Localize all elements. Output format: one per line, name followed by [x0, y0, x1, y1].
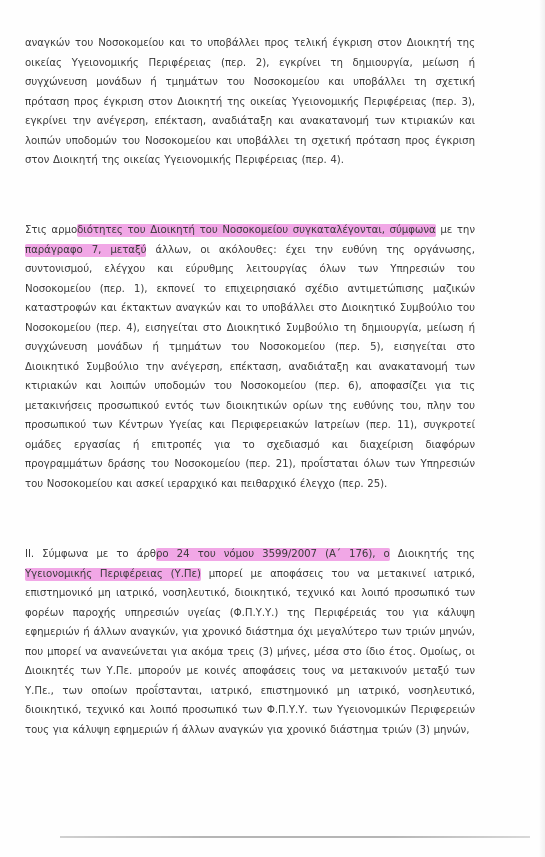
paragraph-2-text: με την — [435, 225, 475, 236]
highlight-mark: παράγραφο 7, μεταξύ — [25, 244, 147, 256]
bottom-rule — [60, 836, 530, 838]
highlight-mark: ρο 24 του νόμου 3599/2007 (Α΄ 176), ο — [155, 549, 390, 560]
paragraph-3-lead: ΙΙ. Σύμφωνα με το άρθ — [25, 549, 156, 560]
paragraph-3-text: Διοικητής της — [389, 549, 475, 560]
page-edge-shadow — [539, 0, 545, 857]
highlight-mark: διότητες του Διοικητή του Νοσοκομείου συγκαταλέγονται, σύμφωνα — [77, 225, 436, 236]
paragraph-2 — [25, 221, 475, 494]
paragraph-1: αναγκών του Νοσοκομείου και το υποβάλλει προς τελική έγκριση στον Διοικητή της οικείας Υγειονομικής Περιφέρειας (περ. 2), εγκρίνει τη δημιουργία, μείωση ή συγχώνευση μονάδων ή τμημάτων του Νοσοκομείου και υποβάλλει τη σχετική πρόταση προς έγκριση στον Διοικητή της οικείας Υγειονομικής Περιφέρειας (περ. 3), εγκρίνει την ανέγερση, επέκταση, αναδιάταξη και ανακατανομή των κτιριακών και λοιπών υποδομών του Νοσοκομείου και υποβάλλει τη σχετική πρόταση προς έγκριση στον Διοικητή της οικείας Υγειονομικής Περιφέρειας (περ. 4). — [25, 38, 475, 166]
paragraph-2-lead: Στις αρμο — [25, 225, 78, 236]
paragraph-3-text: μπορεί με αποφάσεις του να μετακινεί ιατρικό, επιστημονικό μη ιατρικό, νοσηλευτικό, διοικητικό, τεχνικό και λοιπό προσωπικό των φορέων παροχής υπηρεσιών υγείας (Φ.Π.Υ.Υ.) της Περιφέρειάς του για κάλυψη εφημεριών ή άλλων αναγκών, για χρονικό διάστημα όχι μεγαλύτερο των τριών μηνών, που μπορεί να ανανεώνεται για ακόμα τρεις (3) μήνες, μέσα στο ίδιο έτος. Ομοίως, οι Διοικητές των Υ.Πε. μπορούν με κοινές αποφάσεις τους να μετακινούν μεταξύ των Υ.Πε., των οποίων προΐστανται, ιατρικό, επιστημονικό μη ιατρικό, νοσηλευτικό, διοικητικό, τεχνικό και λοιπό προσωπικό των Φ.Π.Υ.Υ. των Υγειονομικών Περιφερειών τους για κάλυψη εφημεριών ή άλλων αναγκών για χρονικό διάστημα τριών (3) μηνών, — [25, 568, 475, 736]
paragraph-2-text: άλλων, οι ακόλουθες: έχει την ευθύνη της οργάνωσης, συντονισμού, ελέγχου και εύρυθμης λειτουργίας όλων των Υπηρεσιών του Νοσοκομείου (περ. 1), εκπονεί το επιχειρησιακό σχέδιο αντιμετώπισης μαζικών καταστροφών και έκτακτων αναγκών και το υποβάλλει στο Διοικητικό Συμβούλιο του Νοσοκομείου (περ. 4), εισηγείται στο Διοικητικό Συμβούλιο τη δημιουργία, μείωση ή συγχώνευση μονάδων ή τμημάτων του Νοσοκομείου (περ. 5), εισηγείται στο Διοικητικό Συμβούλιο την ανέγερση, επέκταση, αναδιάταξη και ανακατανομή των κτιριακών και λοιπών υποδομών του Νοσοκομείου (περ. 6), αποφασίζει για τις μετακινήσεις προσωπικού εντός των διοικητικών ορίων της ευθύνης του, πλην του προσωπικού των Κέντρων Υγείας και Περιφερειακών Ιατρείων (περ. 11), συγκροτεί ομάδες εργασίας ή επιτροπές για το σχεδιασμό και διαχείριση διαφόρων προγραμμάτων δράσης του Νοσοκομείου (περ. 21), προΐσταται όλων των Υπηρεσιών του Νοσοκομείου και ασκεί ιεραρχικό και πειθαρχικό έλεγχο (περ. 25). — [25, 244, 475, 490]
paragraph-3 — [25, 545, 475, 740]
highlight-mark: Υγειονομικής Περιφέρειας (Υ.Πε) — [25, 568, 201, 580]
